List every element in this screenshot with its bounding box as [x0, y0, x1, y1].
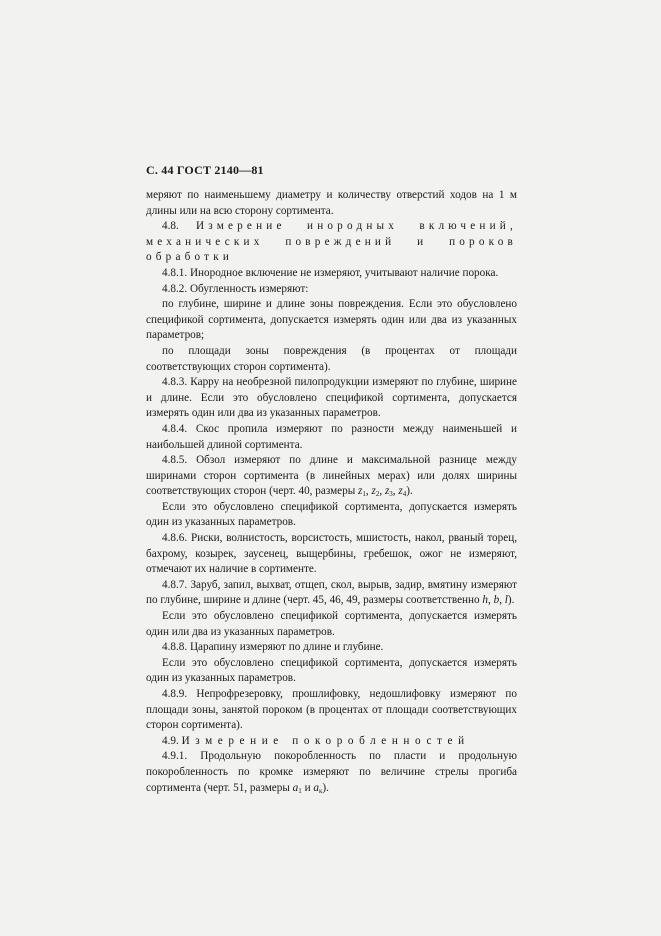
- var: z: [398, 485, 403, 498]
- paragraph: 4.8.8. Царапину измеряют по длине и глубине.: [162, 641, 384, 654]
- paragraph-4-9-1: [146, 749, 517, 796]
- paragraph: Если это обусловлено спецификой сортимента, допускается измерять один или два из указанных параметров.: [146, 610, 517, 638]
- document-body: [146, 188, 517, 796]
- var: a: [292, 781, 299, 794]
- var: l: [504, 594, 508, 607]
- paragraph-text: ).: [322, 781, 329, 794]
- subscript: 3: [389, 490, 393, 499]
- subscript: 1: [298, 786, 302, 795]
- paragraph: 4.8.6. Риски, волнистость, ворсистость, мшистость, накол, рваный торец, бахрому, козырек, заусенец, выщербины, гребешок, ожог не измеряют, отмечают их наличие в сортименте.: [146, 532, 517, 576]
- subscript: 1: [362, 490, 366, 499]
- paragraph: меряют по наименьшему диаметру и количеству отверстий ходов на 1 м длины или на всю сторону сортимента.: [146, 189, 517, 217]
- page-header: С. 44 ГОСТ 2140—81: [146, 163, 264, 177]
- paragraph: по площади зоны повреждения (в процентах от площади соответствующих сторон сортимента).: [146, 344, 517, 373]
- section-heading-4-9: [146, 734, 517, 750]
- section-number: 4.8.: [162, 220, 179, 233]
- paragraph-text: ).: [507, 594, 515, 607]
- paragraph: 4.8.3. Карру на необрезной пилопродукции измеряют по глубине, ширине и длине. Если это обусловлено спецификой сортимента, допускается измерять один или два из указанных параметров.: [146, 376, 517, 420]
- paragraph-text: и: [301, 781, 314, 794]
- paragraph: по глубине, ширине и длине зоны повреждения. Если это обусловлено спецификой сортимента, допускается измерять один или два из указанных параметров;: [146, 298, 517, 342]
- var: z: [358, 485, 363, 498]
- paragraph: 4.8.2. Обугленность измеряют:: [162, 282, 309, 295]
- paragraph-4-8-5: 4.8.5. Обзол измеряют по длине и максимальной разнице между ширинами сторон сортимента (в линейных мерах) или долях ширины соответствующих сторон (черт. 40, размеры $z_1$, $z_2$, $z_3$, $z_4$).: [146, 454, 517, 499]
- paragraph: 4.8.9. Непрофрезеровку, прошлифовку, недошлифовку измеряют по площади зоны, занятой пороком (в процентах от площади соответствующих сторон сортимента).: [146, 688, 517, 732]
- paragraph: Если это обусловлено спецификой сортимента, допускается измерять один из указанных параметров.: [146, 500, 517, 529]
- var: h: [482, 594, 488, 607]
- paragraph: Если это обусловлено спецификой сортимента, допускается измерять один из указанных параметров.: [146, 656, 517, 685]
- paragraph-text: ).: [406, 485, 413, 498]
- paragraph: 4.8.4. Скос пропила измеряют по разности между наименьшей и наибольшей длиной сортимента.: [146, 422, 517, 451]
- section-title: Измерение инородных включений, механических повреждений и пороков обработки: [146, 220, 517, 264]
- section-number: 4.9.: [162, 734, 179, 747]
- paragraph-text: 4.9.1. Продольную покоробленность по пласти и продольную покоробленность по кромке измеряют по величине стрелы прогиба сортимента (черт. 51, размеры: [146, 750, 517, 794]
- var: z: [384, 485, 390, 498]
- paragraph: 4.8.1. Инородное включение не измеряют, учитывают наличие порока.: [162, 266, 499, 279]
- subscript: 4: [402, 490, 407, 499]
- var: z: [371, 485, 376, 498]
- section-heading-4-8: [146, 219, 517, 266]
- section-title: Измерение покоробленностей: [181, 734, 470, 747]
- paragraph-4-8-7: 4.8.7. Заруб, запил, выхват, отщеп, скол, вырыв, задир, вмятину измеряют по глубине, ширине и длине (черт. 45, 46, 49, размеры соответственно h, b, l).: [146, 578, 517, 607]
- subscript: 2: [375, 490, 380, 499]
- var: b: [493, 594, 500, 607]
- paragraph-text: 4.8.7. Заруб, запил, выхват, отщеп, скол, вырыв, задир, вмятину измеряют по глубине, ширине и длине (черт. 45, 46, 49, размеры соответственно: [146, 578, 517, 607]
- subscript: к: [318, 786, 323, 795]
- var: a: [313, 781, 319, 794]
- paragraph-text: 4.8.5. Обзол измеряют по длине и максимальной разнице между ширинами сторон сортимента (в линейных мерах) или долях ширины соответствующих сторон (черт. 40, размеры: [146, 454, 517, 498]
